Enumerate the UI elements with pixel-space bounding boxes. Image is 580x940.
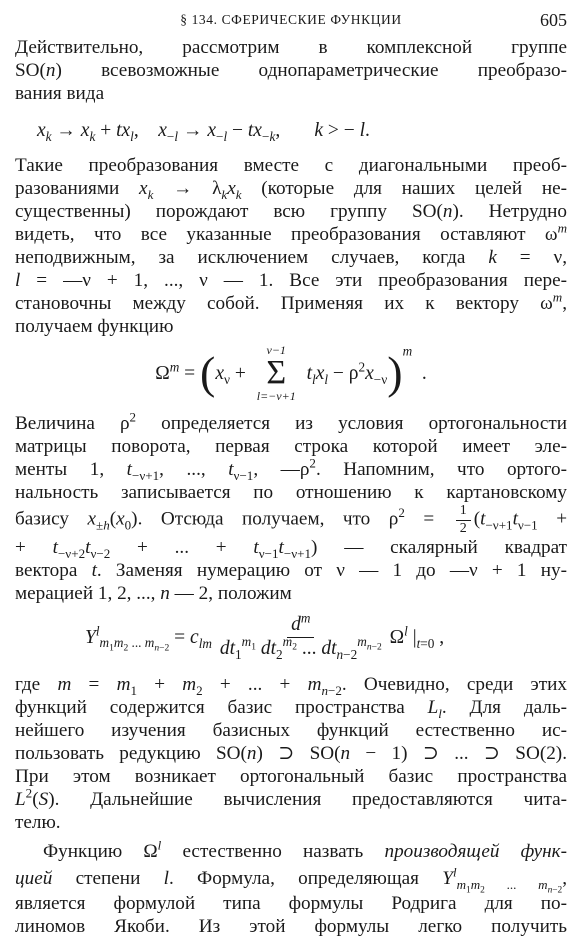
paragraph-3: Величина $\rho^2$ определяется из условия ортогональности матрицы поворота, первая строка которой имеет эле- менты 1, $t_{-\nu+1}$, ..., $t_{\nu-1}$, $—\rho^2$. Напомним, что ортого- нальность записывается по отношению к картановскому базису $x_{\pm h}(x_0)$. Отсюда получаем, что $\rho^2$ = $\frac{1}{2}$ ($t_{-\nu+1}t_{\nu-1}$ + + $t_{-\nu+2}t_{\nu-2}$ + ... + $t_{\nu-1}t_{-\nu+1}$) — скалярный квадрат вектора t. Заменяя нумерацию от ν — 1 до —ν + 1 ну- мерацией 1, 2, ..., n — 2, положим bbox=[15, 409, 568, 605]
paragraph-5: Функцию $\Omega^l$ естественно назвать производящей функ- цией степени l. Формула, определяющая $Y^l_{m_1m_2 ... m_{n-2}}$, является формулой типа формулы Родрига для по- линомов Якоби. Из этой формулы легко получить bbox=[15, 837, 568, 938]
formula-transformations: $x_k \to x_k + tx_l$, $x_{-l} \to x_{-l} - tx_{-k}$, k > − l. bbox=[37, 120, 370, 144]
paragraph-2: Такие преобразования вместе с диагональными преоб- разованиями $x_k \to \lambda_kx_k$ (которые для наших целей не- существенны) порождают всю группу SO(n). Нетрудно видеть, что все указанные преобразования оставляют $\omega^m$ неподвижным, за исключением случаев, когда k = ν, l = —ν + 1, ..., ν — 1. Все эти преобразования пере- становочны между собой. Применяя их к вектору $\omega^m$, получаем функцию bbox=[15, 155, 568, 337]
text-line: Действительно, рассмотрим в комплексной группе bbox=[15, 37, 567, 58]
paragraph-1: Действительно, рассмотрим в комплексной группе SO(n) всевозможные однопараметрические преобразо- вания вида bbox=[15, 37, 568, 104]
page bbox=[15, 10, 567, 938]
formula-Y: $Y^l_{m_1m_2 ... m_{n-2}} = c_{lm}$ $\frac{d^m}{dt_1^{m_1} dt_2^{m_2} ... dt_{n-2}^{m_{n-2}}}$ $\Omega^l$ $|_{t=0}$ , bbox=[85, 610, 445, 662]
page-number: 605 bbox=[540, 10, 567, 30]
formula-omega: $\Omega^m = (x_\nu$ + ν−1 Σ l=−ν+1 $t_lx_l - \rho^2x_{-\nu})^m$ . bbox=[155, 343, 427, 403]
paragraph-4: где $m = m_1 + m_2$ + ... + $m_{n-2}$. Очевидно, среди этих функций содержится базис пространства $L_l$. Для даль- нейшего изучения базисных функций естественно ис- пользовать редукцию SO(n) ⊃ SO(n − 1) ⊃ ... ⊃ SO(2). При этом возникает ортогональный базис пространства $L^2(S)$. Дальнейшие вычисления предоставляются чита- телю. bbox=[15, 674, 567, 834]
header-title: § 134. СФЕРИЧЕСКИЕ ФУНКЦИИ bbox=[180, 12, 402, 27]
running-header bbox=[15, 10, 567, 36]
